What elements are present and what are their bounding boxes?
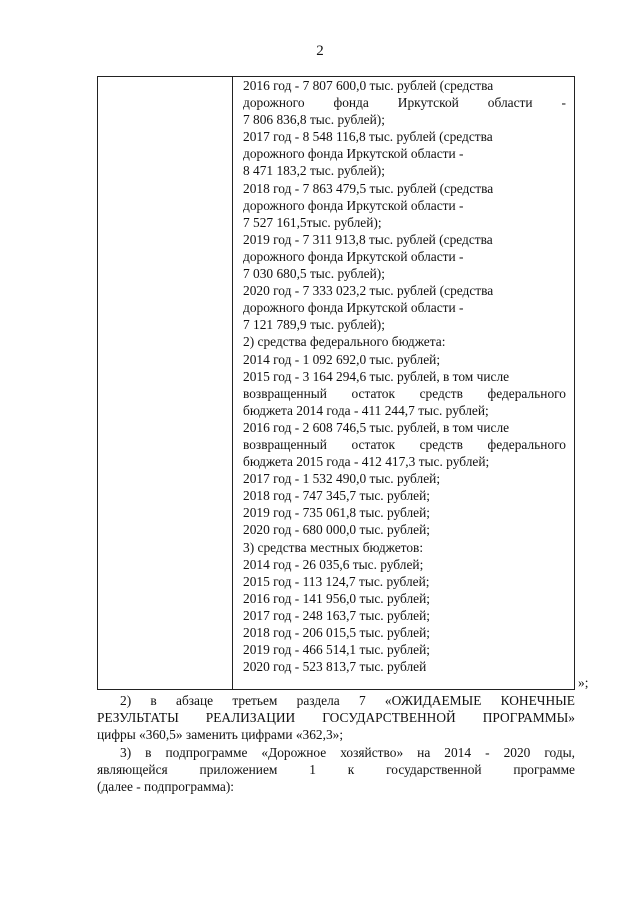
table-line: дорожного фонда Иркутской области - xyxy=(243,248,464,264)
table-line: 7 030 680,5 тыс. рублей); xyxy=(243,266,385,282)
table-line: 2018 год - 747 345,7 тыс. рублей; xyxy=(243,488,430,504)
table-line: 8 471 183,2 тыс. рублей); xyxy=(243,163,385,179)
closing-quote: »; xyxy=(578,675,589,690)
table-line: 2020 год - 523 813,7 тыс. рублей xyxy=(243,659,427,675)
table-line: 2019 год - 7 311 913,8 тыс. рублей (средства xyxy=(243,231,493,247)
table-line: бюджета 2015 года - 412 417,3 тыс. рублей; xyxy=(243,454,490,470)
table-column-divider xyxy=(232,77,233,689)
table-line: 2014 год - 26 035,6 тыс. рублей; xyxy=(243,556,424,572)
table-line: 7 121 789,9 тыс. рублей); xyxy=(243,317,385,333)
table-line: 2020 год - 680 000,0 тыс. рублей; xyxy=(243,522,430,538)
paragraph-2 xyxy=(97,692,575,743)
paragraph-line: (далее - подпрограмма): xyxy=(97,779,235,794)
table-line: возвращенный остаток средств федерального xyxy=(243,436,566,452)
table-line: дорожного фонда Иркутской области - xyxy=(243,146,464,162)
table-line: 2015 год - 3 164 294,6 тыс. рублей, в том числе xyxy=(243,368,510,384)
table-line: 2019 год - 735 061,8 тыс. рублей; xyxy=(243,505,430,521)
table-line: 3) средства местных бюджетов: xyxy=(243,539,424,555)
paragraph-line: 3) в подпрограмме «Дорожное хозяйство» на 2014 - 2020 годы, xyxy=(120,745,575,760)
table-line: 2014 год - 1 092 692,0 тыс. рублей; xyxy=(243,351,441,367)
page-number: 2 xyxy=(316,43,324,59)
table-cell-text xyxy=(243,77,566,675)
table-line: 2016 год - 7 807 600,0 тыс. рублей (средства xyxy=(243,78,494,93)
table-line: 2018 год - 206 015,5 тыс. рублей; xyxy=(243,625,430,640)
table-line: дорожного фонда Иркутской области - xyxy=(243,300,464,316)
table-line: бюджета 2014 года - 411 244,7 тыс. рублей; xyxy=(243,402,489,418)
table-line: 7 806 836,8 тыс. рублей); xyxy=(243,112,385,128)
paragraph-line: являющейся приложением 1 к государственной программе xyxy=(97,762,575,777)
table-line: 2016 год - 141 956,0 тыс. рублей; xyxy=(243,590,430,606)
table-line: 2017 год - 1 532 490,0 тыс. рублей; xyxy=(243,471,441,487)
table-line: дорожного фонда Иркутской области - xyxy=(243,197,464,213)
paragraph-3 xyxy=(97,744,575,795)
paragraph-line: РЕЗУЛЬТАТЫ РЕАЛИЗАЦИИ ГОСУДАРСТВЕННОЙ ПРОГРАММЫ» xyxy=(97,710,575,725)
funding-table xyxy=(97,76,575,690)
table-line: 2017 год - 8 548 116,8 тыс. рублей (средства xyxy=(243,129,493,145)
table-line: 2018 год - 7 863 479,5 тыс. рублей (средства xyxy=(243,180,494,196)
table-line: возвращенный остаток средств федерального xyxy=(243,385,566,401)
table-line: 2019 год - 466 514,1 тыс. рублей; xyxy=(243,642,430,658)
table-line: 7 527 161,5тыс. рублей); xyxy=(243,214,382,230)
table-line: дорожного фонда Иркутской области - xyxy=(243,95,566,111)
table-line: 2015 год - 113 124,7 тыс. рублей; xyxy=(243,573,430,589)
table-line: 2016 год - 2 608 746,5 тыс. рублей, в том числе xyxy=(243,419,510,435)
paragraph-line: цифры «360,5» заменить цифрами «362,3»; xyxy=(97,727,344,742)
table-line: 2020 год - 7 333 023,2 тыс. рублей (средства xyxy=(243,283,494,299)
paragraph-line: 2) в абзаце третьем раздела 7 «ОЖИДАЕМЫЕ КОНЕЧНЫЕ xyxy=(120,693,575,708)
table-line: 2017 год - 248 163,7 тыс. рублей; xyxy=(243,607,430,623)
table-line: 2) средства федерального бюджета: xyxy=(243,334,446,350)
